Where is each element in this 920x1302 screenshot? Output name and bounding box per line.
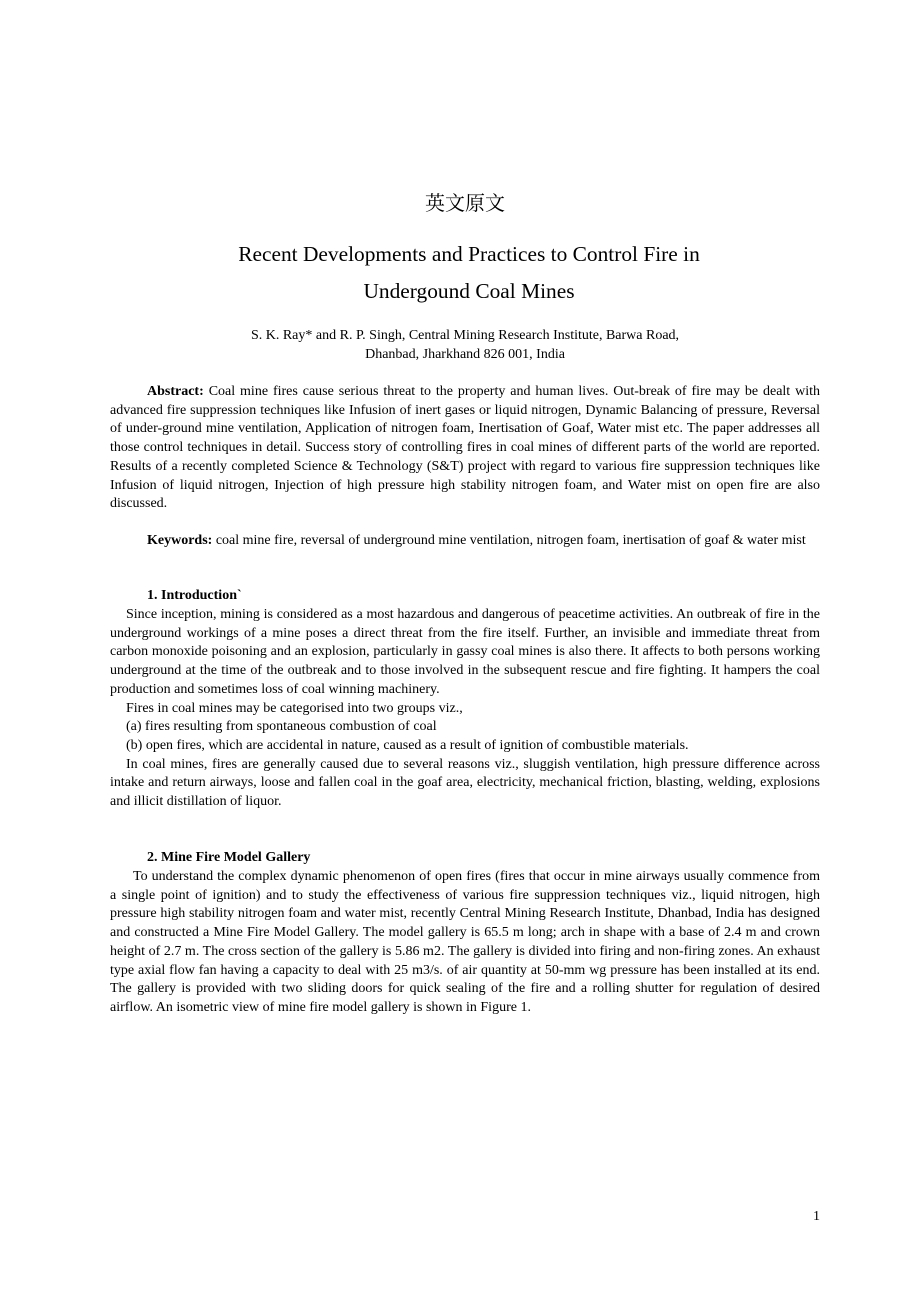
authors-line-2: Dhanbad, Jharkhand 826 001, India bbox=[365, 347, 565, 362]
author-affiliation bbox=[0, 326, 920, 364]
introduction-paragraph-2: Fires in coal mines may be categorised into two groups viz., bbox=[126, 700, 463, 716]
introduction-section bbox=[110, 606, 820, 812]
paper-title-line-1: Recent Developments and Practices to Control Fire in bbox=[238, 242, 700, 266]
authors-line-1: S. K. Ray* and R. P. Singh, Central Mining Research Institute, Barwa Road, bbox=[250, 328, 680, 343]
abstract-section bbox=[110, 383, 820, 514]
abstract-paragraph bbox=[110, 383, 820, 514]
introduction-paragraph-1: Since inception, mining is considered as a most hazardous and dangerous of peacetime activities. An outbreak of fire in the underground workings of a mine poses a direct threat from the fire itself. Further, an invisible and immediate threat from carbon monoxide poisoning and an explosion, particularly in gassy coal mines is also there. It affects to both persons working underground at the time of the outbreak and to those involved in the subsequent rescue and fire fighting. It hampers the coal production and sometimes loss of coal winning machinery. bbox=[110, 607, 820, 697]
gallery-heading: 2. Mine Fire Model Gallery bbox=[147, 850, 311, 865]
list-item-a: (a) fires resulting from spontaneous combustion of coal bbox=[126, 719, 437, 735]
abstract-label: Abstract: bbox=[147, 384, 204, 399]
introduction-paragraph-3: In coal mines, fires are generally caused due to several reasons viz., sluggish ventilation, high pressure difference across intake and return airways, loose and fallen coal in the goaf area, electricity, mechanical friction, blasting, welding, explosions and illicit distillation of liquor. bbox=[110, 756, 820, 810]
keywords-paragraph bbox=[110, 532, 820, 551]
page-number: 1 bbox=[813, 1209, 820, 1224]
list-item-b: (b) open fires, which are accidental in nature, caused as a result of ignition of combustible materials. bbox=[126, 737, 689, 753]
keywords-section bbox=[110, 532, 820, 551]
keywords-text: coal mine fire, reversal of underground mine ventilation, nitrogen foam, inertisation of goaf & water mist bbox=[215, 533, 806, 548]
keywords-label: Keywords: bbox=[147, 533, 213, 548]
chinese-heading: 英文原文 bbox=[425, 191, 505, 215]
gallery-section bbox=[110, 868, 820, 1018]
paper-title bbox=[200, 236, 738, 310]
abstract-text: Coal mine fires cause serious threat to the property and human lives. Out-break of fire may be dealt with advanced fire suppression techniques like Infusion of inert gases or liquid nitrogen, Dynamic Balancing of pressure, Reversal of under-ground mine ventilation, Application of nitrogen foam, Inertisation of Goaf, Water mist etc. The paper addresses all those control techniques in detail. Success story of controlling fires in coal mines of different parts of the world are reported. Results of a recently completed Science & Technology (S&T) project with regard to various fire suppression techniques like Infusion of liquid nitrogen, Injection of high pressure high stability nitrogen foam, and Water mist on open fire are also discussed. bbox=[110, 384, 821, 512]
gallery-paragraph-1: To understand the complex dynamic phenomenon of open fires (fires that occur in mine airways usually commence from a single point of ignition) and to study the effectiveness of various fire suppression techniques viz., liquid nitrogen, high pressure high stability nitrogen foam and water mist, recently Central Mining Research Institute, Dhanbad, India has designed and constructed a Mine Fire Model Gallery. The model gallery is 65.5 m long; arch in shape with a base of 2.4 m and crown height of 2.7 m. The cross section of the gallery is 5.86 m2. The gallery is divided into firing and non-firing zones. An exhaust type axial flow fan having a capacity to deal with 25 m3/s. of air quantity at 50-mm wg pressure has been installed at its end. The gallery is provided with two sliding doors for quick sealing of the fire and a rolling shutter for regulation of desired airflow. An isometric view of mine fire model gallery is shown in Figure 1. bbox=[110, 869, 820, 1015]
paper-title-line-2: Undergound Coal Mines bbox=[363, 279, 575, 303]
introduction-heading: 1. Introduction` bbox=[147, 588, 242, 603]
